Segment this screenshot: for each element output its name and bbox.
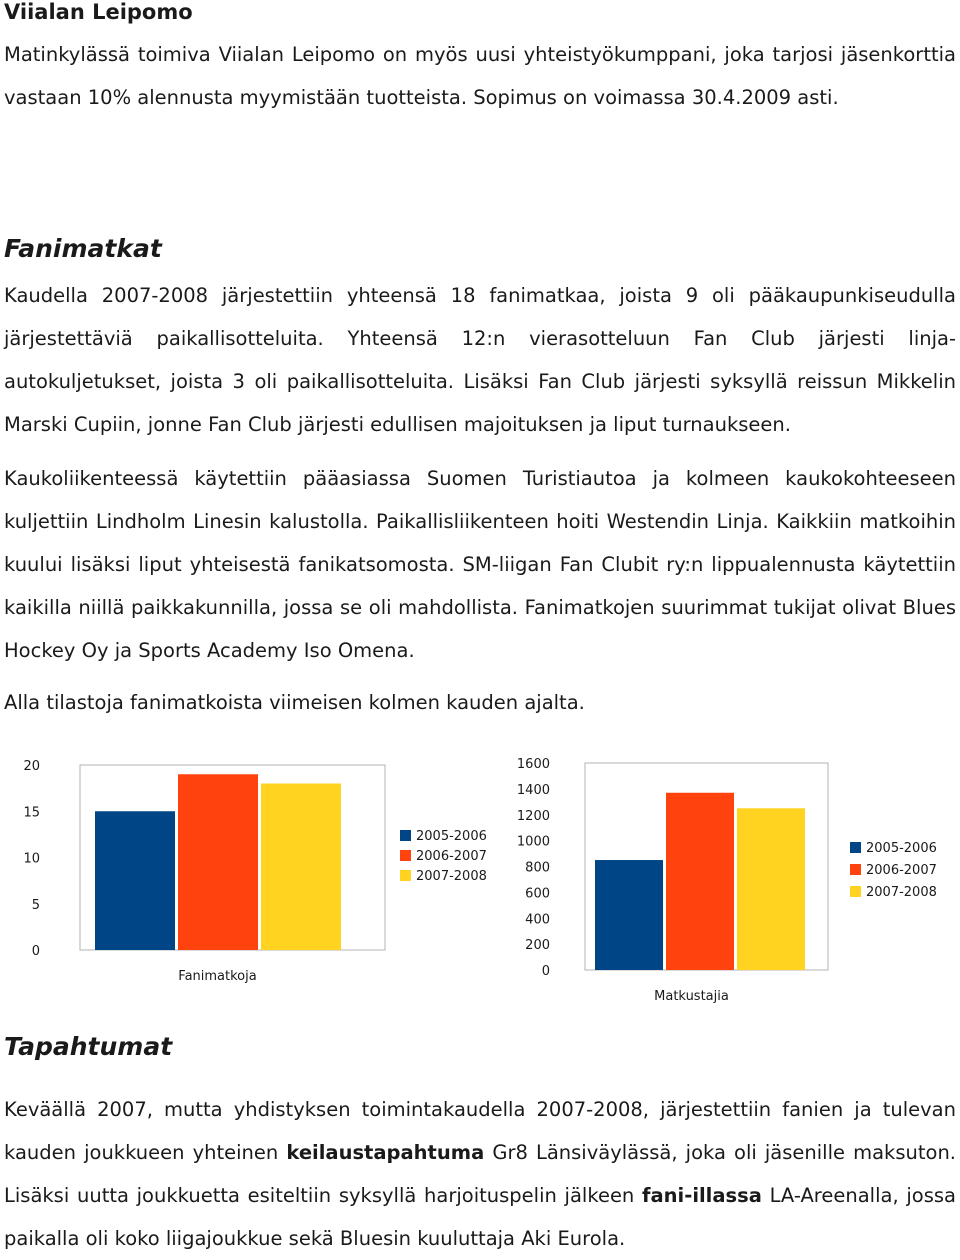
y-tick-label: 0 — [31, 944, 40, 959]
section-title-tapahtumat: Tapahtumat — [4, 1032, 173, 1061]
legend-label: 2007-2008 — [866, 885, 937, 900]
legend-swatch — [850, 886, 861, 897]
legend-swatch — [400, 850, 411, 861]
chart-matkustajia-svg — [490, 748, 960, 1018]
y-tick-label: 10 — [23, 851, 40, 867]
section-title-leipomo: Viialan Leipomo — [4, 0, 193, 24]
y-tick-label: 1400 — [516, 782, 550, 798]
legend-label: 2006-2007 — [866, 863, 937, 878]
bar-2005-2006 — [95, 811, 175, 950]
paragraph-tapahtumat — [4, 1088, 956, 1260]
paragraph-fanimatkat-1: Kaudella 2007-2008 järjestettiin yhteensä 18 fanimatkaa, joista 9 oli pääkaupunkiseudulla järjestettäviä paikallisotteluita. Yhteensä 12:n vierasotteluun Fan Club järjesti linja-autokuljetukset, joista 3 oli paikallisotteluita. Lisäksi Fan Club järjesti syksyllä reissun Mikkelin Marski Cupiin, jonne Fan Club järjesti edullisen majoituksen ja liput turnaukseen. — [4, 284, 956, 436]
y-tick-label: 20 — [23, 759, 40, 774]
legend-label: 2006-2007 — [416, 849, 487, 864]
legend-swatch — [850, 864, 861, 875]
legend-label: 2005-2006 — [866, 841, 937, 856]
y-tick-label: 1200 — [516, 808, 550, 824]
text-segment: Keväällä 2007, mutta yhdistyksen toimintakaudella 2007-2008, järjestettiin fanien ja tulevan kauden joukkueen yhteinen — [4, 1098, 956, 1164]
bar-2007-2008 — [737, 808, 805, 970]
legend-label: 2005-2006 — [416, 829, 487, 844]
chart-matkustajia — [490, 748, 960, 1022]
y-tick-label: 15 — [23, 805, 40, 821]
paragraph-fanimatkat-3: Alla tilastoja fanimatkoista viimeisen kolmen kauden ajalta. — [4, 691, 585, 714]
bold-fani-illassa: fani-illassa — [642, 1184, 762, 1207]
bold-keilaustapahtuma: keilaustapahtuma — [286, 1141, 485, 1164]
y-tick-label: 400 — [525, 912, 550, 928]
chart-fanimatkoja-svg — [0, 748, 490, 998]
bar-2006-2007 — [178, 774, 258, 950]
paragraph-leipomo: Matinkylässä toimiva Viialan Leipomo on myös uusi yhteistyökumppani, joka tarjosi jäsenkorttia vastaan 10% alennusta myymistään tuotteista. Sopimus on voimassa 30.4.2009 asti. — [4, 43, 956, 109]
bar-2007-2008 — [261, 784, 341, 951]
y-tick-label: 800 — [525, 860, 550, 876]
legend-swatch — [400, 830, 411, 841]
y-tick-label: 1600 — [516, 757, 550, 772]
bar-2005-2006 — [595, 860, 663, 970]
chart-fanimatkoja — [0, 748, 490, 1002]
y-tick-label: 5 — [31, 897, 40, 913]
x-axis-label: Matkustajia — [654, 989, 729, 1004]
bar-2006-2007 — [666, 793, 734, 970]
paragraph-fanimatkat-2: Kaukoliikenteessä käytettiin pääasiassa Suomen Turistiautoa ja kolmeen kaukokohteeseen kuljettiin Lindholm Linesin kalustolla. Paikallisliikenteen hoiti Westendin Linja. Kaikkiin matkoihin kuului lisäksi liput yhteisestä fanikatsomosta. SM-liigan Fan Clubit ry:n lippualennusta käytettiin kaikilla niillä paikkakunnilla, jossa se oli mahdollista. Fanimatkojen suurimmat tukijat olivat Blues Hockey Oy ja Sports Academy Iso Omena. — [4, 467, 956, 662]
y-tick-label: 600 — [525, 886, 550, 902]
text-segment: LA-Areenalla, jossa paikalla oli koko liigajoukkue sekä Bluesin kuuluttaja Aki Eurola. — [4, 1184, 956, 1250]
text-segment: Gr8 Länsiväylässä, joka oli jäsenille maksuton. Lisäksi uutta joukkuetta esiteltiin syksyllä harjoituspelin jälkeen — [4, 1141, 957, 1207]
y-tick-label: 0 — [541, 964, 550, 979]
legend-swatch — [400, 870, 411, 881]
y-tick-label: 1000 — [516, 834, 550, 850]
legend-label: 2007-2008 — [416, 869, 487, 884]
x-axis-label: Fanimatkoja — [178, 969, 257, 984]
legend-swatch — [850, 842, 861, 853]
section-title-fanimatkat: Fanimatkat — [4, 234, 162, 263]
y-tick-label: 200 — [525, 938, 550, 954]
